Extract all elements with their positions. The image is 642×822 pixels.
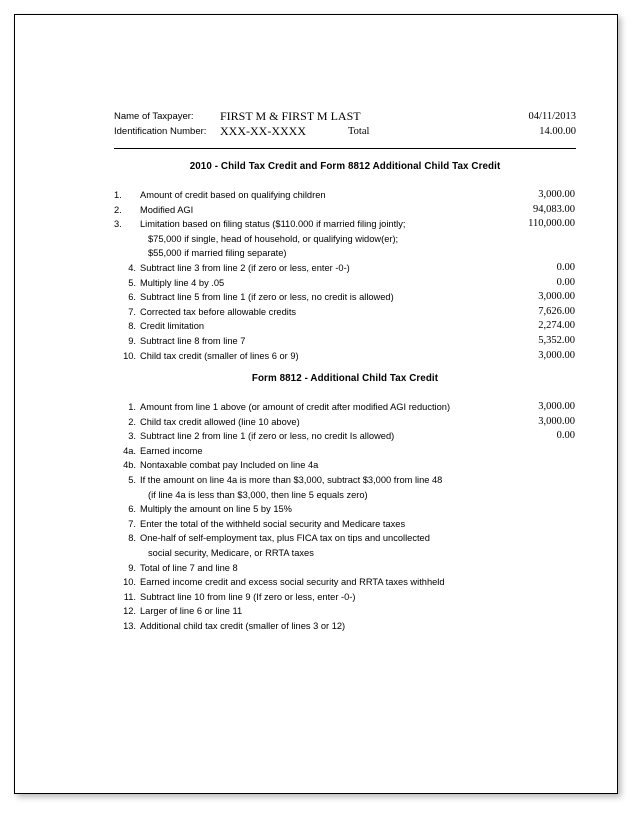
line-item-number: 4b.	[123, 460, 136, 471]
line-item-number: 9.	[128, 562, 136, 573]
taxpayer-name-label: Name of Taxpayer:	[114, 111, 194, 122]
identification-number-value: XXX-XX-XXXX	[220, 124, 306, 138]
line-item-row	[114, 488, 576, 503]
section-child-tax-credit	[114, 161, 576, 363]
document-page	[14, 14, 618, 794]
line-item-list	[114, 188, 576, 363]
line-item-description: Enter the total of the withheld social security and Medicare taxes	[140, 518, 406, 529]
line-item-number: 13.	[123, 620, 136, 631]
taxpayer-header	[114, 109, 576, 139]
line-item-row	[114, 203, 576, 218]
line-item-description: $55,000 if married filing separate)	[148, 248, 287, 259]
line-item-row	[114, 619, 576, 634]
section-title: Form 8812 - Additional Child Tax Credit	[251, 373, 439, 384]
line-item-number: 7.	[128, 518, 136, 529]
line-item-row	[114, 561, 576, 576]
line-item-amount: 7,626.00	[538, 305, 575, 317]
line-item-description: Additional child tax credit (smaller of lines 3 or 12)	[140, 620, 346, 631]
line-item-row	[114, 319, 576, 334]
line-item-amount: 2,274.00	[538, 320, 575, 332]
line-item-number: 2.	[128, 416, 136, 427]
line-item-list	[114, 400, 576, 634]
line-item-number: 7.	[128, 306, 136, 317]
line-item-row	[114, 429, 576, 444]
line-item-row	[114, 458, 576, 473]
line-item-row	[114, 290, 576, 305]
document-date: 04/11/2013	[528, 111, 576, 122]
line-item-description: Nontaxable combat pay Included on line 4a	[140, 460, 319, 471]
line-item-number: 10.	[123, 350, 136, 361]
section-form-8812	[114, 373, 576, 634]
line-item-description: Child tax credit (smaller of lines 6 or 9)	[140, 350, 299, 361]
line-item-description: Credit limitation	[140, 321, 205, 332]
line-item-number: 5.	[128, 474, 136, 485]
total-label: Total	[348, 126, 370, 137]
line-item-number: 10.	[123, 577, 136, 588]
line-item-description: Multiply line 4 by .05	[140, 277, 225, 288]
line-item-row	[114, 305, 576, 320]
line-item-description: Subtract line 5 from line 1 (if zero or less, no credit is allowed)	[140, 292, 394, 303]
line-item-description: Limitation based on filing status ($110.000 if married filing jointly;	[140, 219, 406, 230]
line-item-row	[114, 415, 576, 430]
line-item-row	[114, 546, 576, 561]
line-item-description: (if line 4a is less than $3,000, then line 5 equals zero)	[148, 489, 368, 500]
line-item-description: Subtract line 3 from line 2 (if zero or less, enter -0-)	[140, 262, 350, 273]
document-time: 14.00.00	[539, 126, 576, 137]
line-item-amount: 0.00	[556, 261, 575, 273]
line-item-row	[114, 473, 576, 488]
line-item-description: Larger of line 6 or line 11	[140, 606, 243, 617]
line-item-number: 1.	[114, 190, 122, 200]
line-item-number: 8.	[128, 533, 136, 544]
line-item-amount: 0.00	[556, 276, 575, 288]
line-item-row	[114, 276, 576, 291]
line-item-row	[114, 188, 576, 203]
line-item-amount: 5,352.00	[538, 334, 575, 346]
line-item-number: 2.	[114, 204, 122, 215]
line-item-description: Total of line 7 and line 8	[140, 562, 238, 573]
line-item-description: One-half of self-employment tax, plus FICA tax on tips and uncollected	[140, 533, 430, 544]
line-item-description: $75,000 if single, head of household, or qualifying widow(er);	[148, 233, 399, 244]
line-item-amount: 110,000.00	[528, 218, 575, 230]
line-item-number: 3.	[114, 219, 122, 230]
line-item-row	[114, 232, 576, 247]
line-item-row	[114, 517, 576, 532]
line-item-amount: 3,000.00	[538, 291, 575, 303]
line-item-number: 8.	[128, 321, 136, 332]
line-item-row	[114, 217, 576, 232]
line-item-number: 5.	[128, 277, 136, 288]
line-item-amount: 3,000.00	[538, 349, 575, 361]
line-item-number: 12.	[123, 606, 136, 617]
line-item-number: 1.	[128, 402, 136, 412]
line-item-description: Earned income credit and excess social security and RRTA taxes withheld	[140, 577, 445, 588]
line-item-description: Modified AGI	[140, 204, 194, 215]
line-item-description: Subtract line 10 from line 9 (If zero or less, enter -0-)	[140, 591, 356, 602]
line-item-description: Earned income	[140, 445, 203, 456]
line-item-number: 11.	[123, 591, 136, 602]
taxpayer-name-row	[114, 109, 576, 124]
line-item-number: 9.	[128, 335, 136, 346]
line-item-number: 4.	[128, 262, 136, 273]
line-item-amount: 3,000.00	[538, 401, 575, 412]
line-item-description: social security, Medicare, or RRTA taxes	[148, 547, 314, 558]
line-item-description: Multiply the amount on line 5 by 15%	[140, 504, 292, 515]
line-item-row	[114, 590, 576, 605]
line-item-amount: 3,000.00	[538, 189, 575, 200]
line-item-row	[114, 349, 576, 364]
line-item-row	[114, 444, 576, 459]
identification-number-label: Identification Number:	[114, 126, 207, 137]
line-item-number: 4a.	[123, 445, 136, 456]
taxpayer-name-value: FIRST M & FIRST M LAST	[220, 109, 361, 123]
line-item-amount: 0.00	[556, 430, 575, 442]
identification-number-row	[114, 124, 576, 139]
line-item-row	[114, 531, 576, 546]
line-item-row	[114, 400, 576, 415]
line-item-number: 6.	[128, 292, 136, 303]
line-item-description: Corrected tax before allowable credits	[140, 306, 297, 317]
line-item-description: If the amount on line 4a is more than $3,000, subtract $3,000 from line 48	[140, 474, 443, 485]
line-item-description: Subtract line 2 from line 1 (if zero or less, no credit Is allowed)	[140, 431, 395, 442]
line-item-amount: 94,083.00	[533, 203, 575, 215]
line-item-row	[114, 334, 576, 349]
line-item-row	[114, 246, 576, 261]
line-item-row	[114, 575, 576, 590]
line-item-row	[114, 502, 576, 517]
line-item-number: 3.	[128, 431, 136, 442]
section-title: 2010 - Child Tax Credit and Form 8812 Additional Child Tax Credit	[189, 161, 501, 172]
line-item-number: 6.	[128, 504, 136, 515]
line-item-description: Child tax credit allowed (line 10 above)	[140, 416, 300, 427]
line-item-amount: 3,000.00	[538, 415, 575, 427]
line-item-description: Amount from line 1 above (or amount of credit after modified AGI reduction)	[140, 402, 451, 412]
line-item-description: Amount of credit based on qualifying children	[140, 190, 326, 200]
header-divider	[114, 148, 576, 149]
line-item-row	[114, 604, 576, 619]
line-item-description: Subtract line 8 from line 7	[140, 335, 246, 346]
line-item-row	[114, 261, 576, 276]
